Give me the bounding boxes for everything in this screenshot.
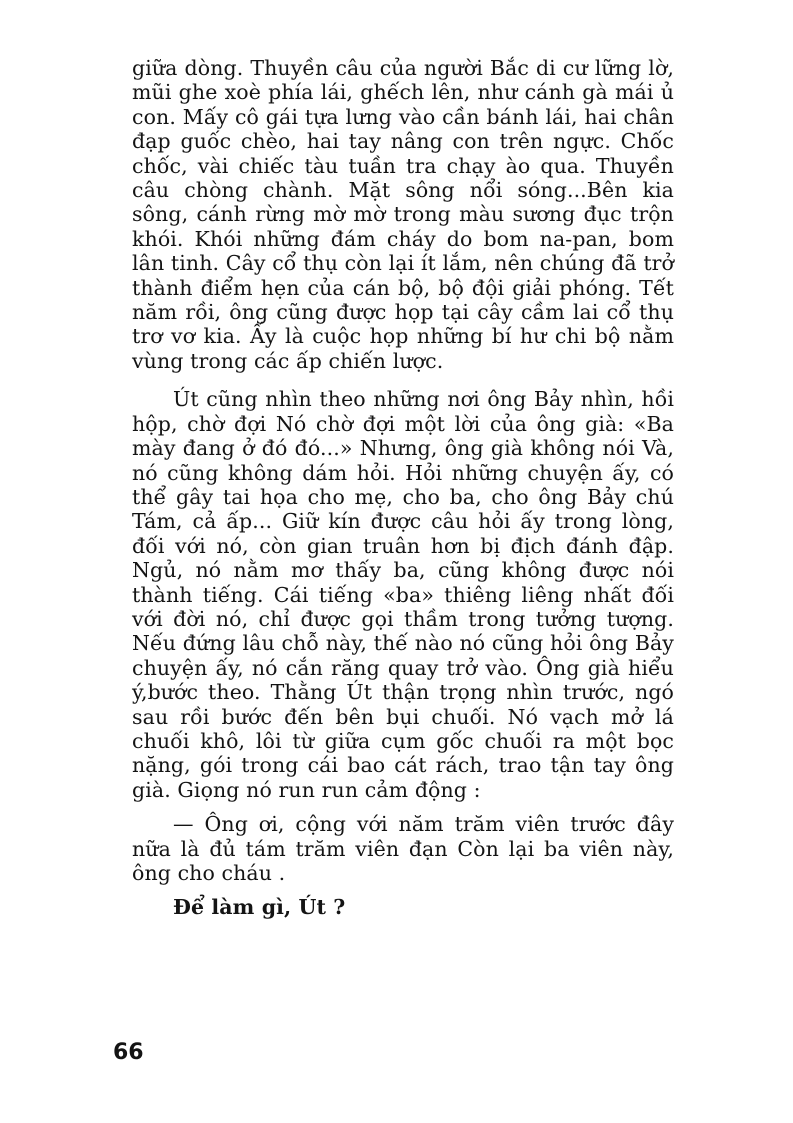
page-body <box>132 56 674 920</box>
paragraph-ut-waiting: Út cũng nhìn theo những nơi ông Bảy nhìn, hồi hộp, chờ đợi Nó chờ đợi một lời của ông già: «Ba mày đang ở đó đó...» Nhưng, ông già không nói Và, nó cũng không dám hỏi. Hỏi những chuyện ấy, có thể gây tai họa cho mẹ, cho ba, cho ông Bảy chú Tám, cả ấp... Giữ kín được câu hỏi ấy trong lòng, đối với nó, còn gian truân hơn bị địch đánh đập. Ngủ, nó nằm mơ thấy ba, cũng không được nói thành tiếng. Cái tiếng «ba» thiêng liêng nhất đối với đời nó, chỉ được gọi thầm trong tưởng tượng. Nếu đứng lâu chỗ này, thế nào nó cũng hỏi ông Bảy chuyện ấy, nó cắn răng quay trở vào. Ông già hiểu ý,bước theo. Thằng Út thận trọng nhìn trước, ngó sau rồi bước đến bên bụi chuối. Nó vạch mở lá chuối khô, lôi từ giữa cụm gốc chuối ra một bọc nặng, gói trong cái bao cát rách, trao tận tay ông già. Giọng nó run run cảm động : <box>132 387 674 802</box>
paragraph-river-scene: giữa dòng. Thuyền câu của người Bắc di cư lững lờ, mũi ghe xoè phía lái, ghếch lên, như cánh gà mái ủ con. Mấy cô gái tựa lưng vào cần bánh lái, hai chân đạp guốc chèo, hai tay nâng con trên ngực. Chốc chốc, vài chiếc tàu tuần tra chạy ào qua. Thuyền câu chòng chành. Mặt sông nổi sóng...Bên kia sông, cánh rừng mờ mờ trong màu sương đục trộn khói. Khói những đám cháy do bom na-pan, bom lân tinh. Cây cổ thụ còn lại ít lắm, nên chúng đã trở thành điểm hẹn của cán bộ, bộ đội giải phóng. Tết năm rồi, ông cũng được họp tại cây cầm lai cổ thụ trơ vơ kia. Ấy là cuộc họp những bí hư chi bộ nằm vùng trong các ấp chiến lược. <box>132 56 674 373</box>
paragraph-question: Để làm gì, Út ? <box>173 895 346 920</box>
paragraph-ut-speech: — Ông ơi, cộng với năm trăm viên trước đây nữa là đủ tám trăm viên đạn Còn lại ba viên này, ông cho cháu . <box>132 812 674 885</box>
page-number: 66 <box>113 1040 144 1065</box>
